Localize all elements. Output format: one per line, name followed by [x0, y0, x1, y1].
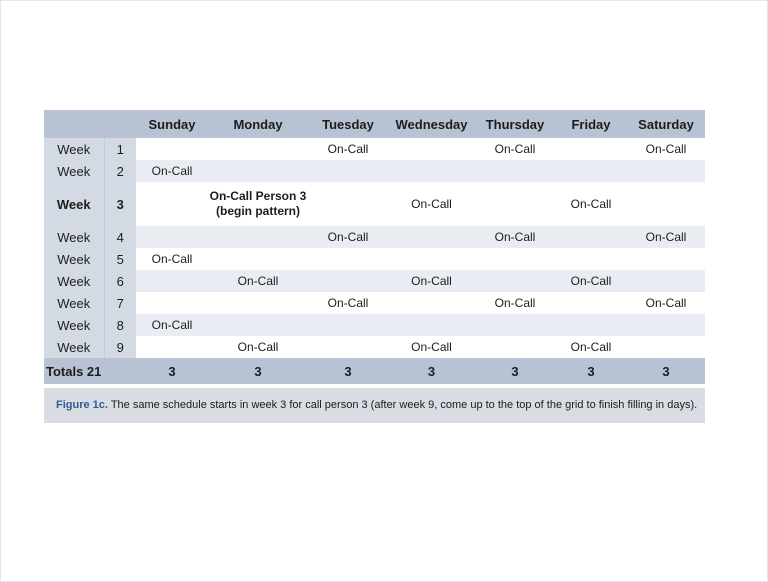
schedule-cell — [136, 226, 208, 248]
header-day: Saturday — [627, 110, 705, 138]
week-number: 5 — [104, 248, 136, 270]
schedule-cell — [208, 226, 308, 248]
schedule-cell — [627, 160, 705, 182]
week-label: Week — [44, 270, 104, 292]
schedule-cell — [388, 248, 475, 270]
header-corner — [44, 110, 104, 138]
schedule-cell — [308, 160, 388, 182]
schedule-cell — [208, 160, 308, 182]
schedule-cell: On-Call — [555, 182, 627, 226]
schedule-cell — [388, 292, 475, 314]
header-day: Friday — [555, 110, 627, 138]
week-number: 6 — [104, 270, 136, 292]
header-day: Thursday — [475, 110, 555, 138]
schedule-cell: On-Call — [136, 248, 208, 270]
total-value: 3 — [475, 358, 555, 384]
schedule-cell — [308, 182, 388, 226]
week-label: Week — [44, 314, 104, 336]
table-row — [44, 336, 705, 358]
schedule-cell — [136, 182, 208, 226]
schedule-cell — [208, 138, 308, 160]
schedule-cell — [475, 182, 555, 226]
schedule-cell — [308, 314, 388, 336]
totals-spacer — [104, 358, 136, 384]
week-number: 2 — [104, 160, 136, 182]
schedule-cell — [555, 248, 627, 270]
schedule-cell: On-Call — [555, 336, 627, 358]
schedule-cell: On-Call — [475, 226, 555, 248]
schedule-cell — [136, 336, 208, 358]
header-row — [44, 110, 705, 138]
schedule-cell — [308, 336, 388, 358]
schedule-cell — [475, 314, 555, 336]
caption-text: The same schedule starts in week 3 for call person 3 (after week 9, come up to the top of the grid to finish filling in days). — [107, 399, 698, 411]
schedule-cell: On-Call — [308, 226, 388, 248]
cell-line: (begin pattern) — [216, 204, 300, 218]
total-value: 3 — [308, 358, 388, 384]
header-corner-num — [104, 110, 136, 138]
schedule-cell: On-Call — [475, 292, 555, 314]
week-number: 8 — [104, 314, 136, 336]
figure-caption — [44, 388, 705, 423]
schedule-cell: On-Call — [136, 314, 208, 336]
week-label: Week — [44, 292, 104, 314]
week-number: 3 — [104, 182, 136, 226]
caption-label: Figure 1c. — [56, 399, 108, 411]
header-day: Tuesday — [308, 110, 388, 138]
table-row — [44, 182, 705, 226]
schedule-cell: On-Call — [555, 270, 627, 292]
table-row — [44, 138, 705, 160]
schedule-cell: On-Call — [388, 270, 475, 292]
week-number: 4 — [104, 226, 136, 248]
week-label: Week — [44, 336, 104, 358]
schedule-cell — [308, 270, 388, 292]
schedule-cell — [475, 248, 555, 270]
total-value: 3 — [208, 358, 308, 384]
total-value: 3 — [555, 358, 627, 384]
table-row — [44, 292, 705, 314]
week-number: 9 — [104, 336, 136, 358]
schedule-cell: On-Call — [136, 160, 208, 182]
schedule-cell: On-Call — [208, 270, 308, 292]
schedule-cell — [627, 270, 705, 292]
schedule-cell — [475, 336, 555, 358]
schedule-cell — [136, 292, 208, 314]
schedule-cell — [627, 182, 705, 226]
total-value: 3 — [136, 358, 208, 384]
week-label: Week — [44, 160, 104, 182]
table-row — [44, 248, 705, 270]
table-row — [44, 160, 705, 182]
schedule-cell: On-Call — [388, 182, 475, 226]
schedule-cell — [308, 248, 388, 270]
total-value: 3 — [627, 358, 705, 384]
schedule-cell — [627, 314, 705, 336]
totals-row — [44, 358, 705, 384]
schedule-cell: On-Call — [475, 138, 555, 160]
table-row — [44, 314, 705, 336]
schedule-cell — [627, 248, 705, 270]
table-row — [44, 270, 705, 292]
schedule-cell — [136, 270, 208, 292]
schedule-cell — [555, 314, 627, 336]
week-number: 7 — [104, 292, 136, 314]
schedule-cell — [208, 292, 308, 314]
week-label: Week — [44, 182, 104, 226]
figure — [44, 110, 705, 423]
schedule-cell — [388, 160, 475, 182]
week-label: Week — [44, 248, 104, 270]
schedule-table — [44, 110, 705, 384]
week-label: Week — [44, 226, 104, 248]
schedule-cell: On-Call — [627, 226, 705, 248]
schedule-cell — [208, 314, 308, 336]
header-day: Sunday — [136, 110, 208, 138]
schedule-cell — [555, 226, 627, 248]
schedule-cell: On-Call — [308, 138, 388, 160]
cell-line: On-Call Person 3 — [209, 189, 307, 203]
schedule-cell — [136, 138, 208, 160]
schedule-cell: On-Call — [208, 336, 308, 358]
table-row — [44, 226, 705, 248]
header-day: Wednesday — [388, 110, 475, 138]
schedule-cell — [627, 336, 705, 358]
schedule-cell — [475, 270, 555, 292]
schedule-cell — [555, 138, 627, 160]
schedule-cell: On-Call — [627, 292, 705, 314]
week-number: 1 — [104, 138, 136, 160]
schedule-cell — [555, 292, 627, 314]
total-value: 3 — [388, 358, 475, 384]
header-day: Monday — [208, 110, 308, 138]
schedule-cell — [555, 160, 627, 182]
schedule-cell — [208, 248, 308, 270]
schedule-cell: On-Call — [308, 292, 388, 314]
schedule-cell — [475, 160, 555, 182]
week-label: Week — [44, 138, 104, 160]
schedule-cell — [208, 182, 308, 226]
totals-label: Totals 21 — [44, 358, 104, 384]
schedule-cell — [388, 138, 475, 160]
schedule-cell — [388, 226, 475, 248]
schedule-cell: On-Call — [627, 138, 705, 160]
schedule-cell — [388, 314, 475, 336]
schedule-cell: On-Call — [388, 336, 475, 358]
